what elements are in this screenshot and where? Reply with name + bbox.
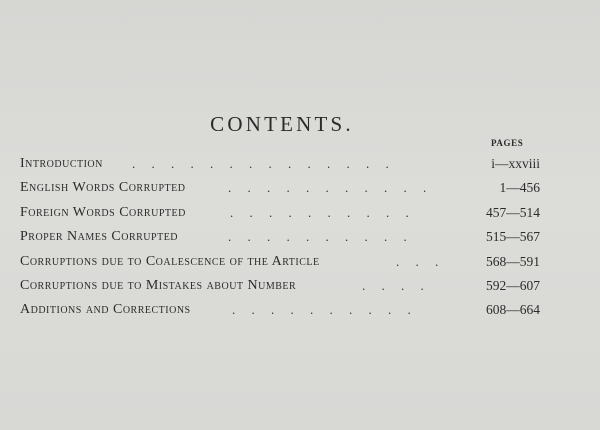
dot-leader: . . . (396, 253, 439, 269)
toc-entry-proper-names (20, 229, 540, 253)
pages-column-heading: PAGES (491, 138, 524, 148)
toc-entry-pages: 592—607 (486, 277, 540, 293)
dot-leader: . . . . (362, 277, 424, 293)
toc-entry-pages: 1—456 (499, 180, 540, 196)
toc-entry-mistakes-number (20, 278, 540, 302)
toc-entry-pages: 608—664 (486, 302, 540, 318)
toc-entry-label: Foreign Words Corrupted (20, 204, 186, 220)
toc-entry-additions (20, 302, 540, 326)
toc-entry-coalescence (20, 254, 540, 278)
toc-entry-label: Corruptions due to Mistakes about Number (20, 277, 297, 293)
dot-leader: . . . . . . . . . . (230, 204, 409, 220)
toc-entry-label: Proper Names Corrupted (20, 229, 179, 245)
toc-entry-label: English Words Corrupted (20, 180, 186, 196)
toc-entry-label: Corruptions due to Coalescence of the Article (20, 253, 320, 269)
toc-entry-pages: 568—591 (486, 253, 540, 269)
page-title-wrap (0, 112, 600, 137)
toc-entry-pages: i—xxviii (491, 156, 540, 171)
toc-entry-label: Additions and Corrections (20, 302, 191, 318)
table-of-contents (20, 156, 540, 327)
dot-leader: . . . . . . . . . . . . . . (132, 156, 389, 171)
toc-entry-pages: 515—567 (486, 229, 540, 245)
toc-entry-foreign-words (20, 205, 540, 229)
page-title: CONTENTS. (210, 112, 354, 136)
toc-entry-label: Introduction (20, 156, 103, 171)
toc-entry-english-words (20, 180, 540, 204)
dot-leader: . . . . . . . . . . (228, 229, 407, 245)
dot-leader: . . . . . . . . . . . (228, 180, 427, 196)
toc-entry-introduction (20, 156, 540, 180)
dot-leader: . . . . . . . . . . (232, 302, 411, 318)
toc-entry-pages: 457—514 (486, 204, 540, 220)
